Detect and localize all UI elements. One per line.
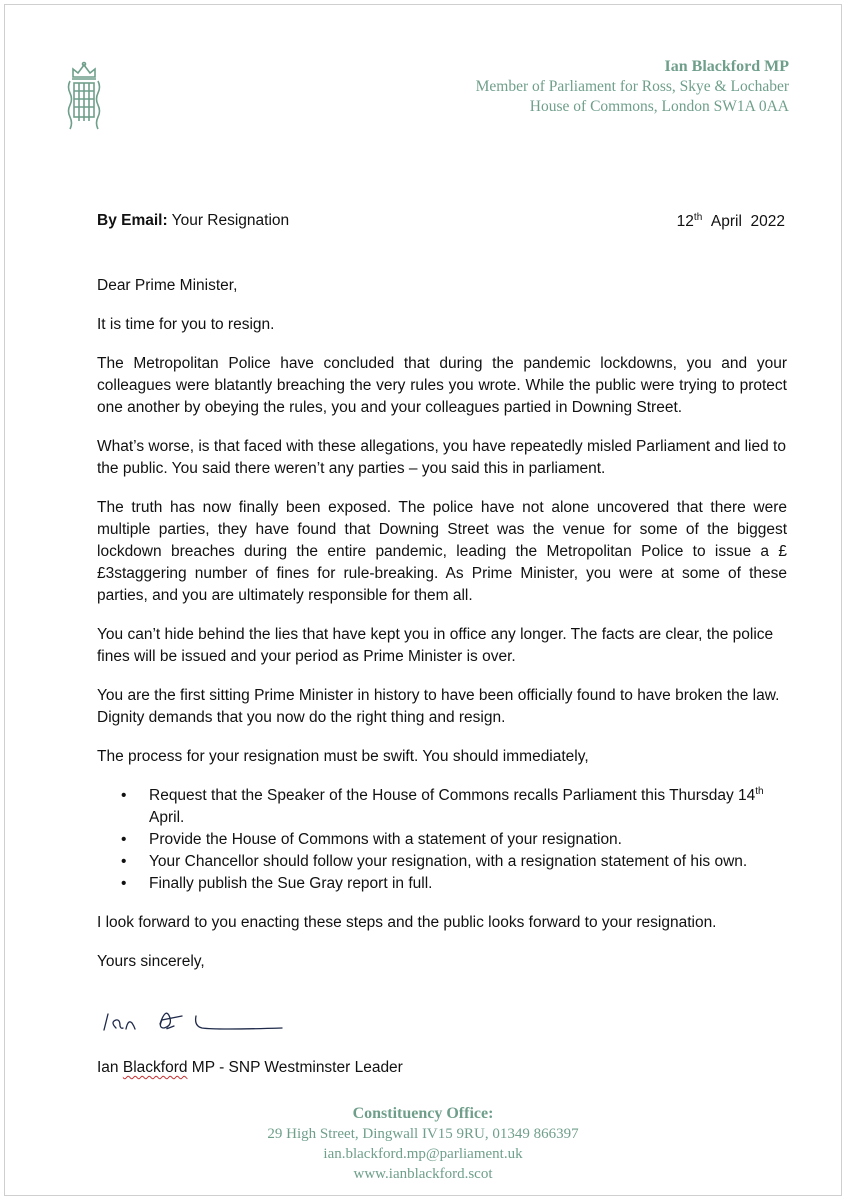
mp-address: House of Commons, London SW1A 0AA — [529, 98, 789, 115]
sign-off: Yours sincerely, — [97, 953, 205, 970]
steps-list — [97, 785, 787, 895]
signatory-name — [97, 1059, 403, 1077]
letter-body — [97, 275, 787, 990]
subject-text: Your Resignation — [171, 212, 290, 229]
footer — [0, 1104, 846, 1184]
signatory-first-name: Ian — [97, 1059, 123, 1076]
paragraph: It is time for you to resign. — [97, 316, 275, 333]
signatory-title: MP - SNP Westminster Leader — [187, 1059, 403, 1076]
footer-email: ian.blackford.mp@parliament.uk — [323, 1146, 523, 1162]
date-day: 12 — [676, 213, 694, 231]
subject-label: By Email: — [97, 212, 168, 229]
list-item: • Finally publish the Sue Gray report in full. — [97, 873, 787, 895]
list-item: • Provide the House of Commons with a statement of your resignation. — [97, 829, 787, 851]
portcullis-crest-icon — [65, 61, 103, 135]
list-item: • Your Chancellor should follow your resignation, with a resignation statement of his own. — [97, 851, 787, 873]
letterhead — [476, 57, 789, 117]
list-item-text: April. — [149, 809, 185, 826]
handwritten-signature — [98, 1002, 298, 1038]
salutation: Dear Prime Minister, — [97, 277, 238, 294]
list-item-sup: th — [755, 785, 764, 797]
paragraph: What’s worse, is that faced with these allegations, you have repeatedly misled Parliament and lied to the public. You said there weren’t any parties – you said this in parliament. — [97, 438, 786, 477]
signatory-surname: Blackford — [122, 1059, 188, 1076]
paragraph: You can’t hide behind the lies that have kept you in office any longer. The facts are clear, the police fines will be issued and your period as Prime Minister is over. — [97, 626, 774, 665]
paragraph: The truth has now finally been exposed. The police have not alone uncovered that there were multiple parties, they have found that Downing Street was the venue for some of the biggest lockdown breaches during the entire pandemic, leading the Metropolitan Police to issue a ££3staggering number of fines for rule-breaking. As Prime Minister, you were at some of these parties, and you are ultimately responsible for them all. — [97, 499, 787, 604]
subject-line — [97, 212, 785, 230]
date-rest: April 2022 — [710, 213, 785, 231]
footer-title: Constituency Office: — [352, 1105, 494, 1122]
list-item-text: Request that the Speaker of the House of Commons recalls Parliament this Thursday 14 — [149, 787, 756, 804]
paragraph: The Metropolitan Police have concluded that during the pandemic lockdowns, you and your colleagues were blatantly breaching the very rules you wrote. While the public were trying to protect one another by obeying the rules, you and your colleagues partied in Downing Street. — [97, 355, 787, 416]
paragraph: You are the first sitting Prime Minister in history to have been officially found to have broken the law. Dignity demands that you now do the right thing and resign. — [97, 687, 780, 726]
letter-date — [677, 212, 785, 231]
mp-role: Member of Parliament for Ross, Skye & Lochaber — [475, 78, 789, 95]
footer-address: 29 High Street, Dingwall IV15 9RU, 01349 866397 — [267, 1126, 579, 1142]
paragraph: The process for your resignation must be swift. You should immediately, — [97, 748, 589, 765]
date-suffix: th — [693, 212, 703, 223]
mp-name: Ian Blackford MP — [664, 58, 789, 75]
footer-website: www.ianblackford.scot — [353, 1166, 493, 1182]
list-item — [97, 785, 787, 829]
closing-paragraph: I look forward to you enacting these steps and the public looks forward to your resignation. — [97, 914, 717, 931]
